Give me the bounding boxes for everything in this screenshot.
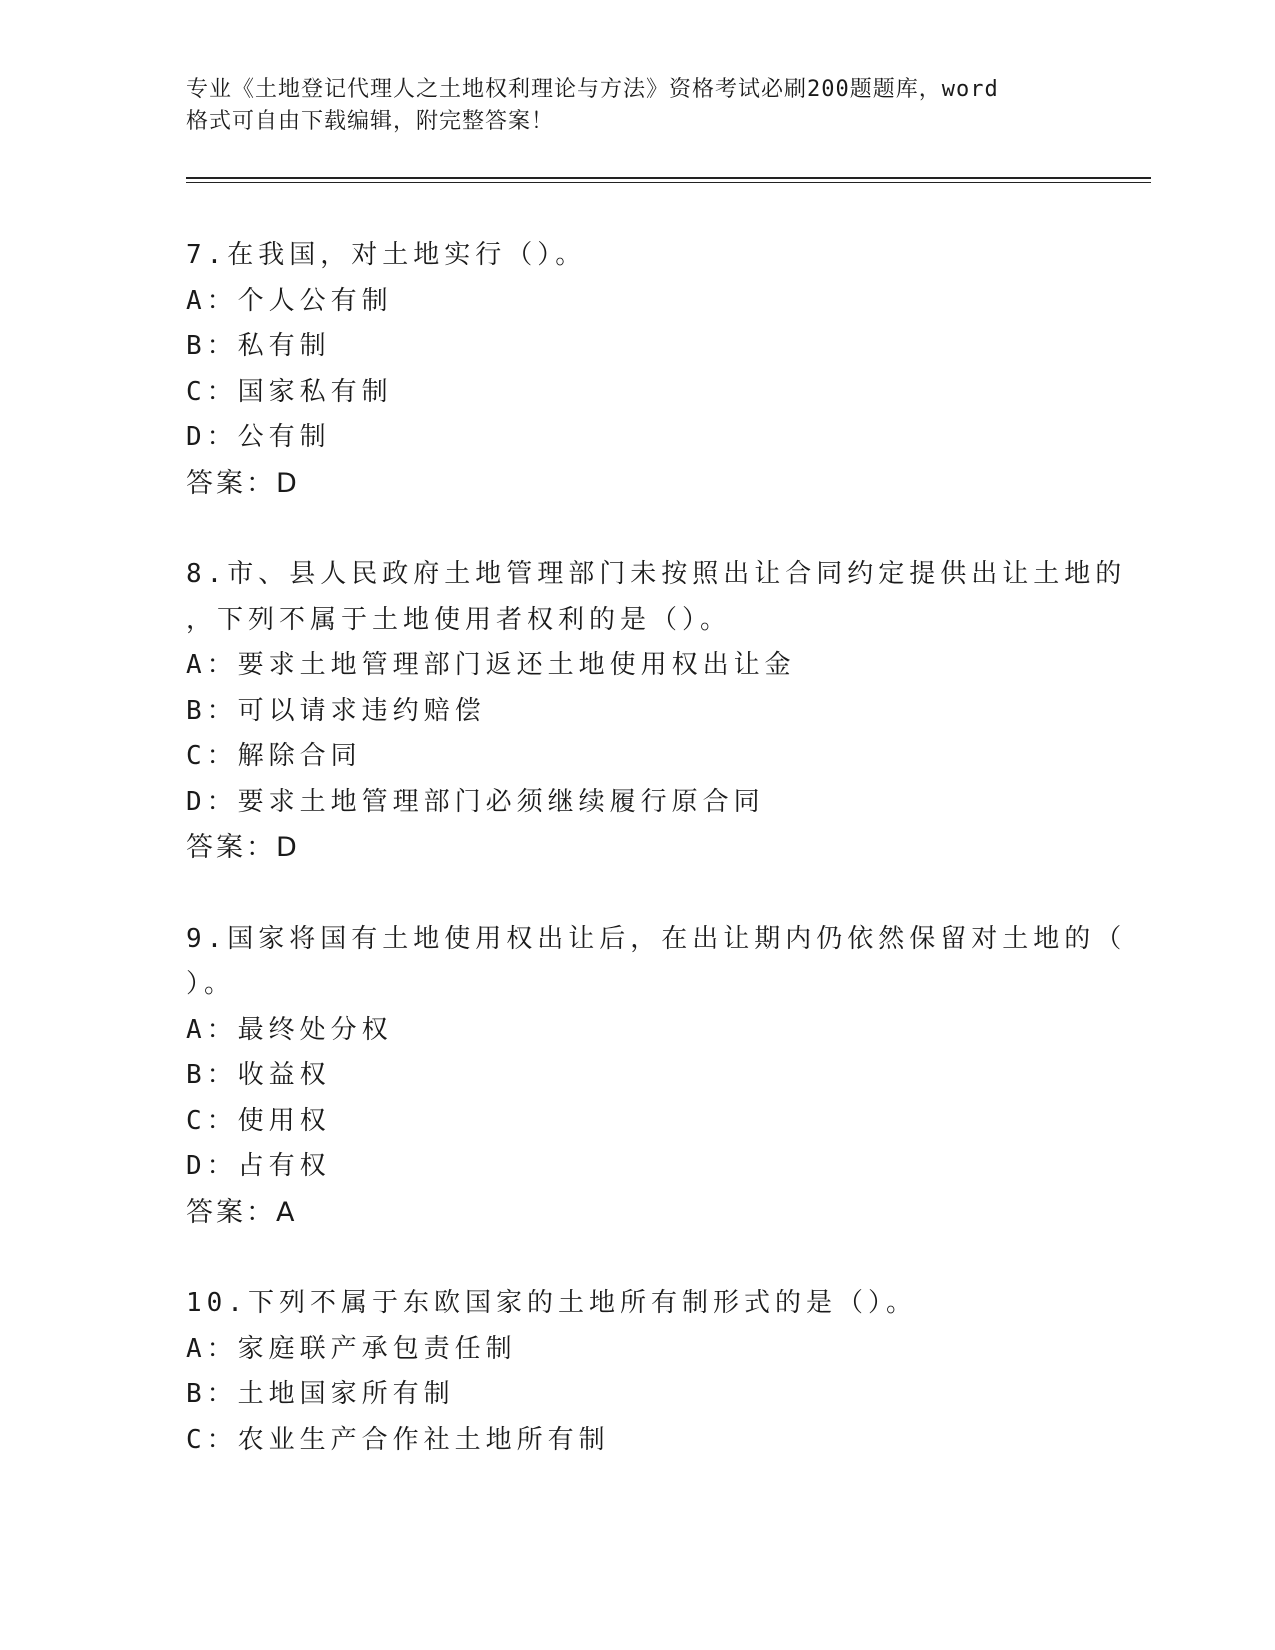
question-stem: 8.市、县人民政府土地管理部门未按照出让合同约定提供出让土地的 [186, 559, 1127, 589]
option-c: C：使用权 [186, 1105, 331, 1136]
question-stem: 9.国家将国有土地使用权出让后，在出让期内仍依然保留对土地的（ [186, 923, 1127, 954]
question-9 [186, 917, 1127, 1236]
option-b: B：私有制 [186, 331, 331, 361]
option-a: A：最终处分权 [186, 1014, 393, 1045]
option-c: C：农业生产合作社土地所有制 [186, 1424, 610, 1455]
question-7 [186, 233, 1086, 506]
document-header [186, 74, 1066, 138]
option-d: D：要求土地管理部门必须继续履行原合同 [186, 786, 765, 817]
option-c: C：解除合同 [186, 741, 362, 771]
header-line-1: 专业《土地登记代理人之土地权利理论与方法》资格考试必刷200题题库，word [186, 77, 999, 102]
question-stem: 7.在我国，对土地实行（）。 [186, 240, 587, 270]
option-b: B：可以请求违约赔偿 [186, 695, 486, 726]
header-line-2: 格式可自由下载编辑，附完整答案！ [186, 109, 555, 134]
option-d: D：占有权 [186, 1151, 331, 1181]
question-stem-continued: ）。 [186, 969, 236, 999]
answer-line: 答案：A [186, 1196, 298, 1228]
option-a: A：要求土地管理部门返还土地使用权出让金 [186, 650, 796, 680]
option-a: A：个人公有制 [186, 285, 393, 316]
question-8 [186, 552, 1127, 871]
option-b: B：土地国家所有制 [186, 1379, 455, 1409]
question-list [186, 233, 1127, 1509]
option-b: B：收益权 [186, 1060, 331, 1090]
question-stem-continued: ，下列不属于土地使用者权利的是（）。 [186, 604, 732, 635]
question-10 [186, 1281, 1086, 1463]
answer-line: 答案：D [186, 832, 300, 863]
answer-line: 答案：D [186, 467, 300, 499]
option-c: C：国家私有制 [186, 376, 393, 407]
header-divider-thick [186, 177, 1151, 179]
option-d: D：公有制 [186, 422, 331, 452]
header-divider-thin [186, 182, 1151, 183]
question-stem: 10.下列不属于东欧国家的土地所有制形式的是（）。 [186, 1288, 917, 1318]
option-a: A：家庭联产承包责任制 [186, 1333, 517, 1364]
